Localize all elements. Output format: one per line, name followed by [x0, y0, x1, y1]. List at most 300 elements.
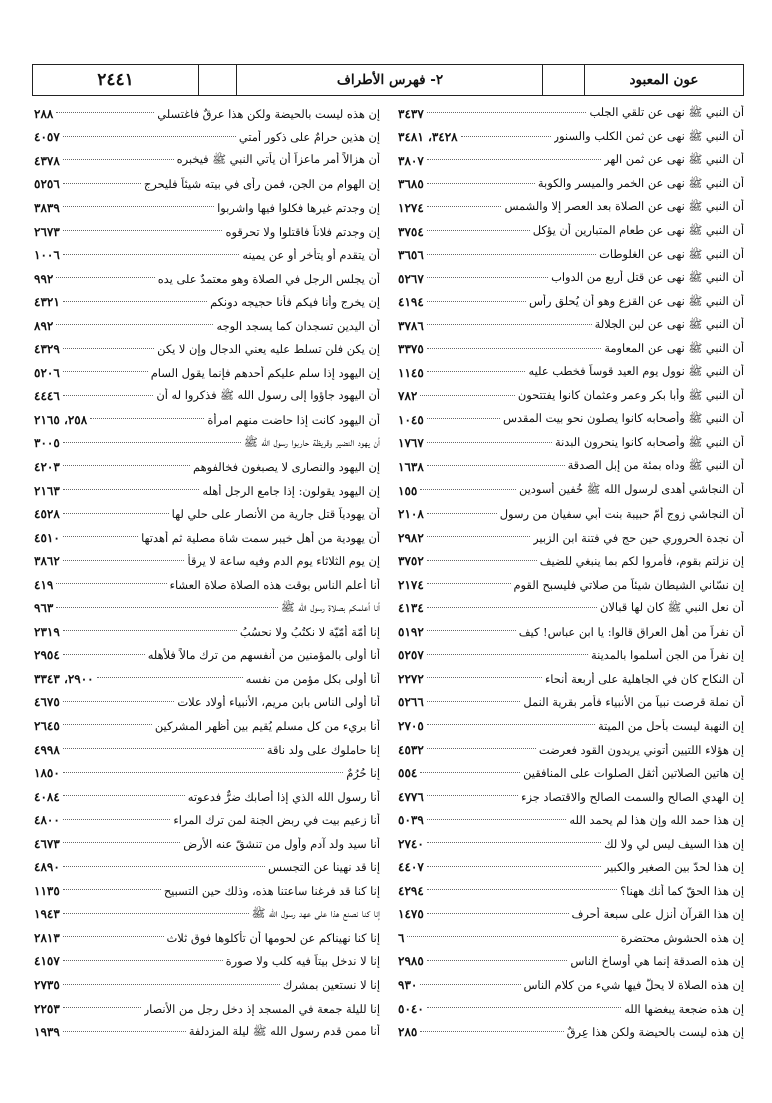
entry-number: ١٩٤٣ — [34, 907, 60, 922]
index-entry — [396, 408, 744, 432]
leader-dots — [63, 653, 145, 655]
entry-number: ٥٢٥٦ — [34, 177, 60, 192]
entry-text: أن يهودياً قتل جارية من الأنصار على حلي لها — [171, 507, 380, 522]
index-entry — [32, 997, 380, 1021]
entry-number: ٢٩٥٤ — [34, 648, 60, 663]
entry-text: إن هذه ليست بالحيضة ولكن هذا عِرقٌ — [566, 1025, 744, 1040]
book-title: عون المعبود — [629, 72, 699, 88]
entry-text: إن يوم الثلاثاء يوم الدم وفيه ساعة لا يرقأ — [187, 554, 380, 569]
entry-text: إنا كنا نهيناكم عن لحومها أن تأكلوها فوق ثلاث — [166, 930, 380, 945]
entry-number: ٨٩٢ — [34, 318, 54, 333]
leader-dots — [63, 347, 154, 349]
entry-number: ٢٩٨٢ — [398, 530, 424, 545]
leader-dots — [56, 606, 278, 608]
index-entry — [32, 526, 380, 550]
leader-dots — [63, 464, 190, 466]
entry-text: أنا سيد ولد آدم وأول من تنشقّ عنه الأرض — [183, 836, 380, 851]
entry-number: ٧٨٢ — [398, 389, 418, 404]
leader-dots — [427, 182, 535, 184]
entry-text: أن النبي ﷺ نهى عن القزع وهو أن يُحلق رأس — [528, 293, 744, 308]
leader-dots — [427, 559, 537, 561]
index-entry — [396, 361, 744, 385]
entry-number: ٤٣٧٨ — [34, 153, 60, 168]
entry-number: ٥٢٦٧ — [398, 271, 424, 286]
index-entry — [32, 761, 380, 785]
index-entry — [396, 479, 744, 503]
entry-text: إن اليهود والنصارى لا يصبغون فخالفوهم — [193, 459, 380, 474]
entry-text: أن هزالاً أمر ماعزاً أن يأتي النبي ﷺ فيخبره — [176, 152, 380, 167]
index-entry — [396, 502, 744, 526]
entry-text: إنا حاملوك على ولد ناقة — [266, 742, 380, 757]
entry-number: ٥٠٣٩ — [398, 813, 424, 828]
index-entry — [32, 385, 380, 409]
entry-text: أنا زعيم بيت في ربض الجنة لمن ترك المراء — [173, 813, 380, 828]
leader-dots — [427, 629, 516, 631]
entry-number: ٢٢٥٣ — [34, 1001, 60, 1016]
entry-text: إنا أمّة أمّيّة لا نكتُبُ ولا نحسُبُ — [239, 624, 380, 639]
entry-number: ١٢٧٤ — [398, 200, 424, 215]
entry-text: أن النبي ﷺ نهى عن المعاومة — [604, 340, 744, 355]
entry-number: ٥٢٠٦ — [34, 365, 60, 380]
leader-dots — [427, 370, 526, 372]
entry-number: ٣٨٠٧ — [398, 153, 424, 168]
header-divider — [584, 65, 585, 95]
index-entry — [396, 337, 744, 361]
entry-text: إن هؤلاء اللتيين أتوني يريدون القود فعرضت — [538, 742, 744, 757]
leader-dots — [427, 865, 601, 867]
index-entry — [396, 973, 744, 997]
entry-number: ٢٨١٣ — [34, 930, 60, 945]
entry-number: ٤٣٢٩ — [34, 342, 60, 357]
entry-text: أنا أعلمكم بصلاة رسول الله ﷺ — [280, 599, 380, 614]
entry-number: ٣٦٥٦ — [398, 248, 424, 263]
entry-text: أن النبي ﷺ نهى عن الخمر والميسر والكوبة — [537, 175, 744, 190]
entry-text: أنا أولى بالمؤمنين من أنفسهم من ترك مالاً فلأهله — [147, 648, 380, 663]
index-entry — [32, 361, 380, 385]
entry-text: إن نزلتم بقوم، فأمروا لكم بما ينبغي للضيف — [539, 554, 744, 569]
leader-dots — [427, 747, 536, 749]
entry-number: ٤١٥٧ — [34, 954, 60, 969]
entry-text: أن نعل النبي ﷺ كان لها قبالان — [600, 599, 744, 614]
entry-text: إن هذه الحشوش محتضرة — [620, 930, 744, 945]
leader-dots — [427, 417, 500, 419]
leader-dots — [63, 488, 200, 490]
leader-dots — [63, 700, 175, 702]
index-entry — [32, 314, 380, 338]
left-column — [32, 102, 380, 1044]
index-entry — [32, 1020, 380, 1044]
entry-number: ٣٧٥٤ — [398, 224, 424, 239]
entry-text: أن النبي ﷺ نهى عن ثمن الهر — [604, 152, 744, 167]
index-entry — [396, 102, 744, 126]
index-entry — [396, 526, 744, 550]
leader-dots — [63, 158, 174, 160]
leader-dots — [427, 464, 565, 466]
leader-dots — [63, 888, 161, 890]
entry-text: إنا كنا نصنع هذا على عهد رسول الله ﷺ — [251, 905, 380, 920]
index-entry — [396, 620, 744, 644]
index-entry — [32, 149, 380, 173]
leader-dots — [63, 253, 240, 255]
entry-text: إن وجدتم فلاناً فاقتلوا ولا تحرقوه — [225, 224, 380, 239]
entry-text: أن نملة قرصت نبياً من الأنبياء فأمر بقرية النمل — [523, 695, 744, 710]
entry-text: إنا لا ندخل بيتاً فيه كلب ولا صورة — [225, 954, 380, 969]
leader-dots — [427, 841, 601, 843]
entry-number: ٤٦٧٣ — [34, 836, 60, 851]
leader-dots — [427, 229, 530, 231]
index-entry — [32, 173, 380, 197]
index-entry — [32, 126, 380, 150]
entry-number: ٢٢٧٢ — [398, 671, 424, 686]
index-entry — [32, 220, 380, 244]
index-entry — [32, 808, 380, 832]
leader-dots — [427, 606, 597, 608]
entry-text: أن النبي ﷺ نهى عن تلقي الجلب — [589, 105, 744, 120]
leader-dots — [427, 818, 567, 820]
index-entry — [396, 785, 744, 809]
leader-dots — [427, 158, 601, 160]
index-entry — [32, 102, 380, 126]
leader-dots — [427, 111, 587, 113]
index-entry — [32, 667, 380, 691]
entry-number: ٥٥٤ — [398, 766, 418, 781]
entry-text: إن هذا لحدّ بين الصغير والكبير — [603, 860, 744, 875]
leader-dots — [427, 535, 530, 537]
leader-dots — [90, 417, 204, 419]
leader-dots — [63, 535, 138, 537]
index-entry — [396, 267, 744, 291]
entry-number: ٢٩٠٠، ٣٣٤٣ — [34, 671, 94, 686]
entry-text: أن النبي ﷺ نهى عن الصلاة بعد العصر إلا والشمس — [504, 199, 744, 214]
entry-number: ٤٠٥٧ — [34, 130, 60, 145]
entry-text: أن اليهود كانت إذا حاضت منهم امرأة — [207, 412, 380, 427]
entry-number: ٣٧٨٦ — [398, 318, 424, 333]
index-entry — [32, 455, 380, 479]
leader-dots — [63, 559, 185, 561]
entry-number: ٤٨٠٠ — [34, 813, 60, 828]
index-page — [32, 64, 744, 1040]
entry-number: ٣٠٠٥ — [34, 436, 60, 451]
entry-text: أن النبي ﷺ نهى عن الغلوطات — [599, 246, 744, 261]
entry-text: إنا لليلة جمعة في المسجد إذ دخل رجل من الأنصار — [143, 1001, 380, 1016]
index-entry — [396, 691, 744, 715]
entry-number: ٣٨٣٩ — [34, 200, 60, 215]
index-entry — [396, 879, 744, 903]
index-entry — [396, 1020, 744, 1044]
entry-number: ٤٤٠٧ — [398, 860, 424, 875]
leader-dots — [427, 253, 596, 255]
index-entry — [396, 314, 744, 338]
index-entry — [396, 808, 744, 832]
entry-text: أن النجاشي زوج أمّ حبيبة بنت أبي سفيان من رسول — [499, 507, 744, 522]
entry-text: إن هاتين الصلاتين أثقل الصلوات على المنافقين — [523, 766, 744, 781]
entry-text: أنا أولى بكل مؤمن من نفسه — [245, 671, 380, 686]
index-entry — [32, 832, 380, 856]
index-entry — [396, 714, 744, 738]
leader-dots — [427, 723, 595, 725]
index-entry — [396, 455, 744, 479]
entry-text: إن النهبة ليست بأحل من الميتة — [597, 718, 744, 733]
leader-dots — [407, 935, 617, 937]
entry-text: إنا قد نهينا عن التجسس — [267, 860, 380, 875]
index-entry — [32, 479, 380, 503]
index-entry — [396, 549, 744, 573]
entry-number: ٢٦٤٥ — [34, 718, 60, 733]
entry-text: إنا حُرُمٌ — [346, 766, 380, 781]
index-entry — [396, 220, 744, 244]
leader-dots — [63, 1006, 141, 1008]
leader-dots — [427, 512, 497, 514]
leader-dots — [420, 488, 516, 490]
entry-number: ٥٢٦٦ — [398, 695, 424, 710]
entry-text: إن الهدي الصالح والسمت الصالح والاقتصاد جزء — [521, 789, 744, 804]
entry-number: ٤١٩ — [34, 577, 54, 592]
entry-text: إنا كنا قد فرغنا ساعتنا هذه، وذلك حين التسبيح — [163, 883, 380, 898]
index-entry — [396, 926, 744, 950]
index-entry — [32, 573, 380, 597]
entry-number: ١٦٣٨ — [398, 459, 424, 474]
leader-dots — [427, 794, 518, 796]
entry-number: ٤٥٢٨ — [34, 507, 60, 522]
entry-number: ٤٨٩٠ — [34, 860, 60, 875]
entry-number: ٣٤٢٨، ٣٤٨١ — [398, 130, 458, 145]
entry-text: إن اليهود إذا سلم عليكم أحدهم فإنما يقول السام — [150, 365, 380, 380]
entry-number: ٢٨٥ — [398, 1025, 418, 1040]
leader-dots — [63, 747, 264, 749]
entry-number: ٤٣٢١ — [34, 295, 60, 310]
leader-dots — [63, 912, 249, 914]
entry-text: أن النكاح كان في الجاهلية على أربعة أنحاء — [544, 671, 744, 686]
index-entry — [396, 596, 744, 620]
entry-number: ٦ — [398, 930, 405, 945]
entry-text: إن هذه ضجعة يبغضها الله — [624, 1001, 744, 1016]
entry-number: ٤٥٣٢ — [398, 742, 424, 757]
entry-text: إن اليهود يقولون: إذا جامع الرجل أهله — [202, 483, 380, 498]
leader-dots — [63, 182, 141, 184]
index-entry — [396, 573, 744, 597]
entry-number: ٩٣٠ — [398, 978, 418, 992]
index-entry — [396, 126, 744, 150]
index-entry — [396, 243, 744, 267]
index-entry — [32, 879, 380, 903]
entry-text: أن النبي ﷺ نهى عن طعام المتبارين أن يؤكل — [532, 223, 744, 237]
entry-number: ١١٣٥ — [34, 883, 60, 898]
entry-text: أن يهود النضير وقريظة حاربوا رسول الله ﷺ — [244, 434, 380, 449]
header-divider — [236, 65, 237, 95]
entry-number: ٢٣١٩ — [34, 624, 60, 639]
leader-dots — [56, 111, 154, 113]
leader-dots — [427, 653, 588, 655]
entry-text: إن هذا القرآن أنزل على سبعة أحرف — [571, 907, 744, 922]
entry-text: أن نفراً من أهل العراق قالوا: يا ابن عباس! كيف — [518, 624, 744, 639]
entry-number: ٤٥١٠ — [34, 530, 60, 545]
index-entry — [32, 738, 380, 762]
index-entry — [32, 502, 380, 526]
leader-dots — [63, 794, 185, 796]
entry-text: أنا ممن قدم رسول الله ﷺ ليلة المزدلفة — [188, 1023, 380, 1038]
leader-dots — [63, 135, 236, 137]
leader-dots — [63, 205, 214, 207]
entry-number: ١١٤٥ — [398, 365, 424, 380]
entry-number: ٢٧٠٥ — [398, 718, 424, 733]
index-entry — [32, 856, 380, 880]
entry-text: إن هذه الصدقة إنما هي أوساخ الناس — [570, 954, 744, 969]
leader-dots — [63, 629, 237, 631]
leader-dots — [427, 912, 569, 914]
leader-dots — [427, 1006, 621, 1008]
entry-text: أن يجلس الرجل في الصلاة وهو معتمدٌ على يده — [157, 271, 380, 286]
entry-number: ٢٧٣٥ — [34, 978, 60, 992]
entry-number: ٢٩٨٥ — [398, 954, 424, 969]
entry-text: إن يكن فلن تسلط عليه يعني الدجال وإن لا يكن — [157, 342, 380, 357]
index-entry — [32, 549, 380, 573]
entry-text: أن النجاشي أهدى لرسول الله ﷺ خُفين أسودين — [518, 482, 744, 497]
leader-dots — [63, 771, 343, 773]
entry-text: إن الهوام من الجن، فمن رأى في بيته شيئاً فليحرج — [143, 177, 380, 192]
entry-text: إن هذه الصلاة لا يحلُّ فيها شيء من كلام الناس — [523, 978, 744, 992]
index-entry — [396, 173, 744, 197]
entry-text: أن النبي ﷺ نهى عن قتل أربع من الدواب — [551, 270, 744, 285]
leader-dots — [420, 1030, 563, 1032]
leader-dots — [63, 983, 280, 985]
index-entry — [32, 903, 380, 927]
index-entry — [396, 903, 744, 927]
leader-dots — [56, 582, 166, 584]
leader-dots — [63, 818, 171, 820]
leader-dots — [427, 582, 511, 584]
index-entry — [396, 667, 744, 691]
index-entry — [396, 290, 744, 314]
entry-number: ٤١٩٤ — [398, 295, 424, 310]
index-entry — [396, 738, 744, 762]
entry-number: ٣٧٥٢ — [398, 554, 424, 569]
index-entry — [32, 432, 380, 456]
entry-text: إن هذين حرامٌ على ذكور أمتي — [238, 130, 380, 145]
entry-number: ٤٧٧٦ — [398, 789, 424, 804]
index-entry — [396, 149, 744, 173]
entry-number: ٩٩٢ — [34, 271, 54, 286]
entry-number: ٣٤٣٧ — [398, 106, 424, 121]
leader-dots — [63, 370, 148, 372]
index-entry — [396, 856, 744, 880]
leader-dots — [427, 347, 602, 349]
leader-dots — [427, 441, 552, 443]
entry-text: أن اليهود جاؤوا إلى رسول الله ﷺ فذكروا له أن — [156, 387, 380, 402]
entry-number: ٩٦٣ — [34, 601, 54, 616]
index-entry — [396, 432, 744, 456]
leader-dots — [97, 676, 243, 678]
entry-text: إن نفراً من الجن أسلموا بالمدينة — [591, 648, 744, 663]
leader-dots — [427, 276, 548, 278]
entry-text: أنا أولى الناس بابن مريم، الأنبياء أولاد علات — [177, 695, 380, 710]
entry-number: ١٠٠٦ — [34, 248, 60, 263]
entry-number: ٤٩٩٨ — [34, 742, 60, 757]
entry-number: ١٠٤٥ — [398, 412, 424, 427]
leader-dots — [63, 841, 180, 843]
entry-text: أن النبي ﷺ وأصحابه كانوا ينحرون البدنة — [554, 434, 744, 449]
index-entry — [32, 973, 380, 997]
leader-dots — [427, 700, 521, 702]
entry-text: إن هذا حمد الله وإن هذا لم يحمد الله — [569, 813, 744, 828]
page-number: ٢٤٤١ — [97, 70, 134, 90]
entry-number: ٢٧٤٠ — [398, 836, 424, 851]
index-entry — [396, 832, 744, 856]
entry-number: ١٥٥ — [398, 483, 418, 498]
entry-number: ٣٨٦٢ — [34, 554, 60, 569]
entry-text: أنا بريء من كل مسلم يُقيم بين أظهر المشركين — [154, 718, 380, 733]
entry-number: ٣٦٨٥ — [398, 177, 424, 192]
index-entry — [32, 620, 380, 644]
entry-number: ٤٢٩٤ — [398, 883, 424, 898]
index-entry — [396, 196, 744, 220]
leader-dots — [63, 229, 223, 231]
entry-number: ٤٦٧٥ — [34, 695, 60, 710]
entry-text: أن النبي ﷺ وأصحابه كانوا يصلون نحو بيت المقدس — [503, 411, 744, 426]
entry-number: ٢١٠٨ — [398, 507, 424, 522]
entry-text: إن نسّاني الشيطان شيئاً من صلاتي فليسبح القوم — [513, 577, 744, 592]
entry-text: أنا أعلم الناس بوقت هذه الصلاة صلاة العشاء — [169, 577, 380, 592]
leader-dots — [56, 276, 154, 278]
entry-number: ٥٢٥٧ — [398, 648, 424, 663]
index-entry — [32, 290, 380, 314]
index-entry — [32, 337, 380, 361]
leader-dots — [427, 205, 502, 207]
header-divider — [198, 65, 199, 95]
index-entry — [32, 196, 380, 220]
entry-number: ٢٨٨ — [34, 106, 54, 121]
leader-dots — [420, 394, 515, 396]
index-entry — [32, 926, 380, 950]
index-entry — [32, 267, 380, 291]
leader-dots — [63, 394, 154, 396]
right-column — [396, 102, 744, 1044]
entry-text: أنا رسول الله الذي إذا أصابك ضرٌّ فدعوته — [187, 789, 380, 804]
entry-number: ٥٠٤٠ — [398, 1001, 424, 1016]
entry-text: إن هذا الحقّ كما أنك ههنا؟ — [620, 883, 744, 898]
page-header — [32, 64, 744, 96]
section-title: ٢- فهرس الأطراف — [336, 72, 444, 88]
entry-text: إن هذا السيف ليس لي ولا لك — [604, 836, 744, 851]
leader-dots — [63, 1030, 186, 1032]
entry-number: ٥١٩٢ — [398, 624, 424, 639]
entry-number: ٤٠٨٤ — [34, 789, 60, 804]
leader-dots — [427, 888, 617, 890]
index-entry — [396, 385, 744, 409]
entry-text: أن النبي ﷺ وأبا بكر وعمر وعثمان كانوا يفتتحون — [517, 387, 744, 402]
entry-number: ١٧٦٧ — [398, 436, 424, 451]
leader-dots — [63, 441, 241, 443]
index-entry — [32, 785, 380, 809]
entry-text: أن نجدة الحروري حين حج في فتنة ابن الزبير — [533, 530, 744, 545]
index-entry — [32, 596, 380, 620]
entry-number: ١٨٥٠ — [34, 766, 60, 781]
leader-dots — [63, 959, 223, 961]
leader-dots — [427, 676, 542, 678]
entry-text: إنا لا نستعين بمشرك — [282, 978, 380, 992]
index-entry — [32, 243, 380, 267]
leader-dots — [63, 723, 152, 725]
index-entry — [32, 714, 380, 738]
leader-dots — [427, 300, 526, 302]
entry-text: إن هذه ليست بالحيضة ولكن هذا عرقٌ فاغتسلي — [157, 106, 380, 121]
index-entry — [32, 950, 380, 974]
entry-text: أن اليدين تسجدان كما يسجد الوجه — [216, 318, 380, 333]
entry-text: أن يهودية من أهل خيبر سمت شاة مصلية ثم أهدتها — [141, 530, 380, 545]
entry-number: ٤٤٤٦ — [34, 389, 60, 404]
entry-number: ٢٦٧٣ — [34, 224, 60, 239]
leader-dots — [427, 323, 592, 325]
index-entry — [396, 997, 744, 1021]
